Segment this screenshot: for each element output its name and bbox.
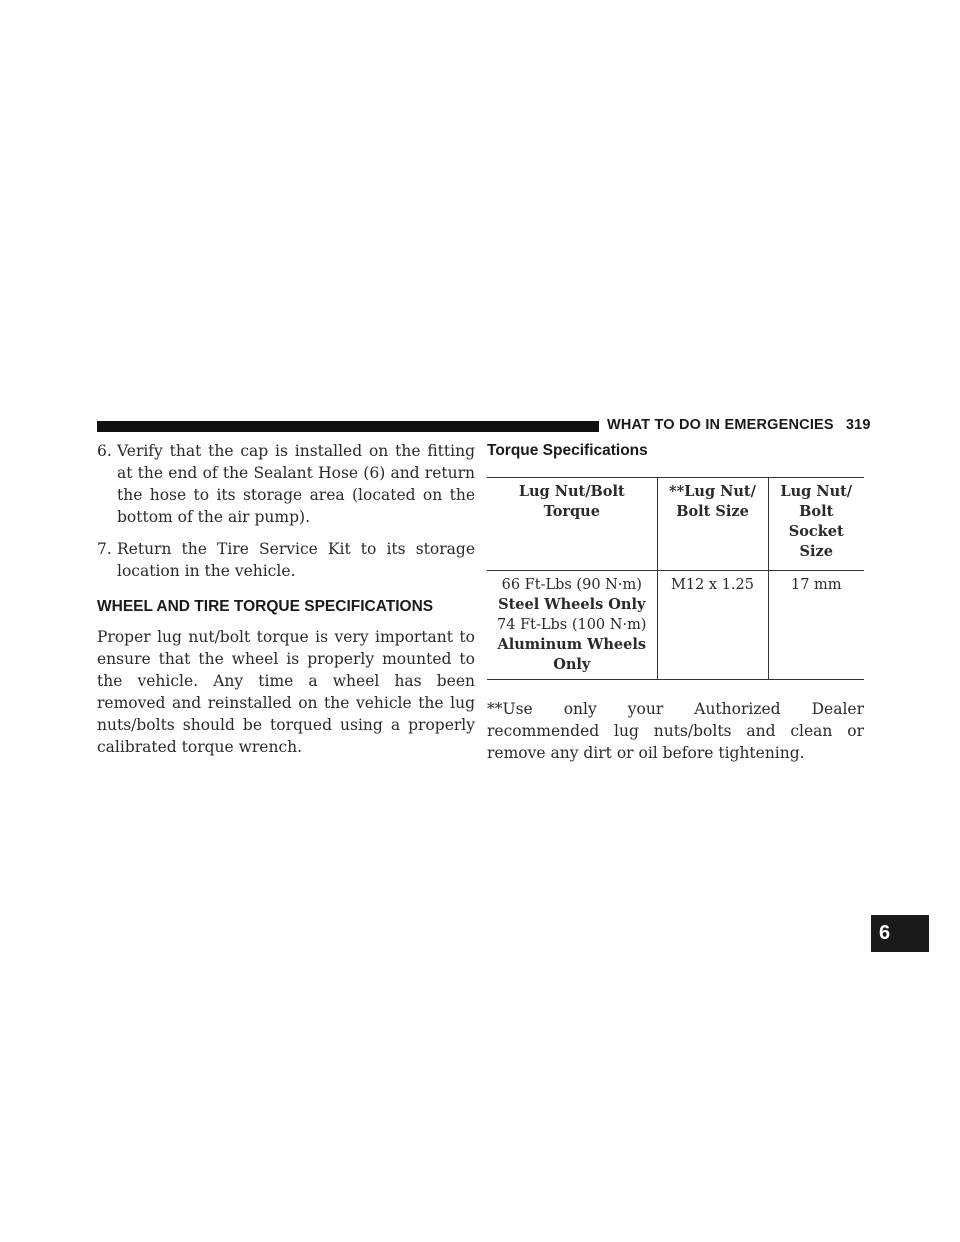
socket-cell: 17 mm — [768, 571, 864, 680]
wheel-section-body: Proper lug nut/bolt torque is very important to ensure that the wheel is properly mounted to the vehicle. Any time a wheel has been removed and reinstalled on the vehicle the lug nuts/bolts should be torqued using a properly calibrated torque wrench. — [97, 628, 475, 756]
wheel-section-heading: WHEEL AND TIRE TORQUE SPECIFICATIONS — [97, 598, 434, 615]
step-text: Verify that the cap is installed on the fitting at the end of the Sealant Hose (6) and return the hose to its storage area (located on the bottom of the air pump). — [117, 442, 475, 526]
step-6 — [97, 440, 475, 528]
col-header-torque: Lug Nut/Bolt Torque — [518, 483, 625, 520]
alum-torque: 74 Ft-Lbs (100 N·m) — [497, 617, 647, 633]
torque-cell — [487, 571, 657, 680]
col-header-size: **Lug Nut/ Bolt Size — [657, 478, 768, 571]
size-cell: M12 x 1.25 — [657, 571, 768, 680]
right-column — [487, 440, 864, 780]
header-rule — [97, 421, 599, 432]
table-header-row — [487, 478, 864, 571]
step-7 — [97, 538, 475, 582]
section-title: WHAT TO DO IN EMERGENCIES — [607, 417, 834, 433]
left-column — [97, 440, 475, 758]
torque-heading: Torque Specifications — [487, 442, 648, 459]
page-header — [607, 417, 871, 433]
steel-torque: 66 Ft-Lbs (90 N·m) — [501, 577, 642, 593]
chapter-tab[interactable]: 6 — [871, 915, 929, 952]
col-header-socket: Lug Nut/ Bolt Socket Size — [768, 478, 864, 571]
page-number: 319 — [845, 417, 871, 433]
alum-label: Aluminum Wheels Only — [497, 636, 647, 673]
torque-note: **Use only your Authorized Dealer recommended lug nuts/bolts and clean or remove any dirt or oil before tightening. — [487, 700, 864, 762]
step-number: 6. — [97, 442, 112, 460]
step-number: 7. — [97, 540, 112, 558]
table-row — [487, 571, 864, 680]
torque-table — [487, 477, 864, 680]
steel-label: Steel Wheels Only — [498, 596, 646, 613]
step-text: Return the Tire Service Kit to its storage location in the vehicle. — [117, 540, 475, 580]
